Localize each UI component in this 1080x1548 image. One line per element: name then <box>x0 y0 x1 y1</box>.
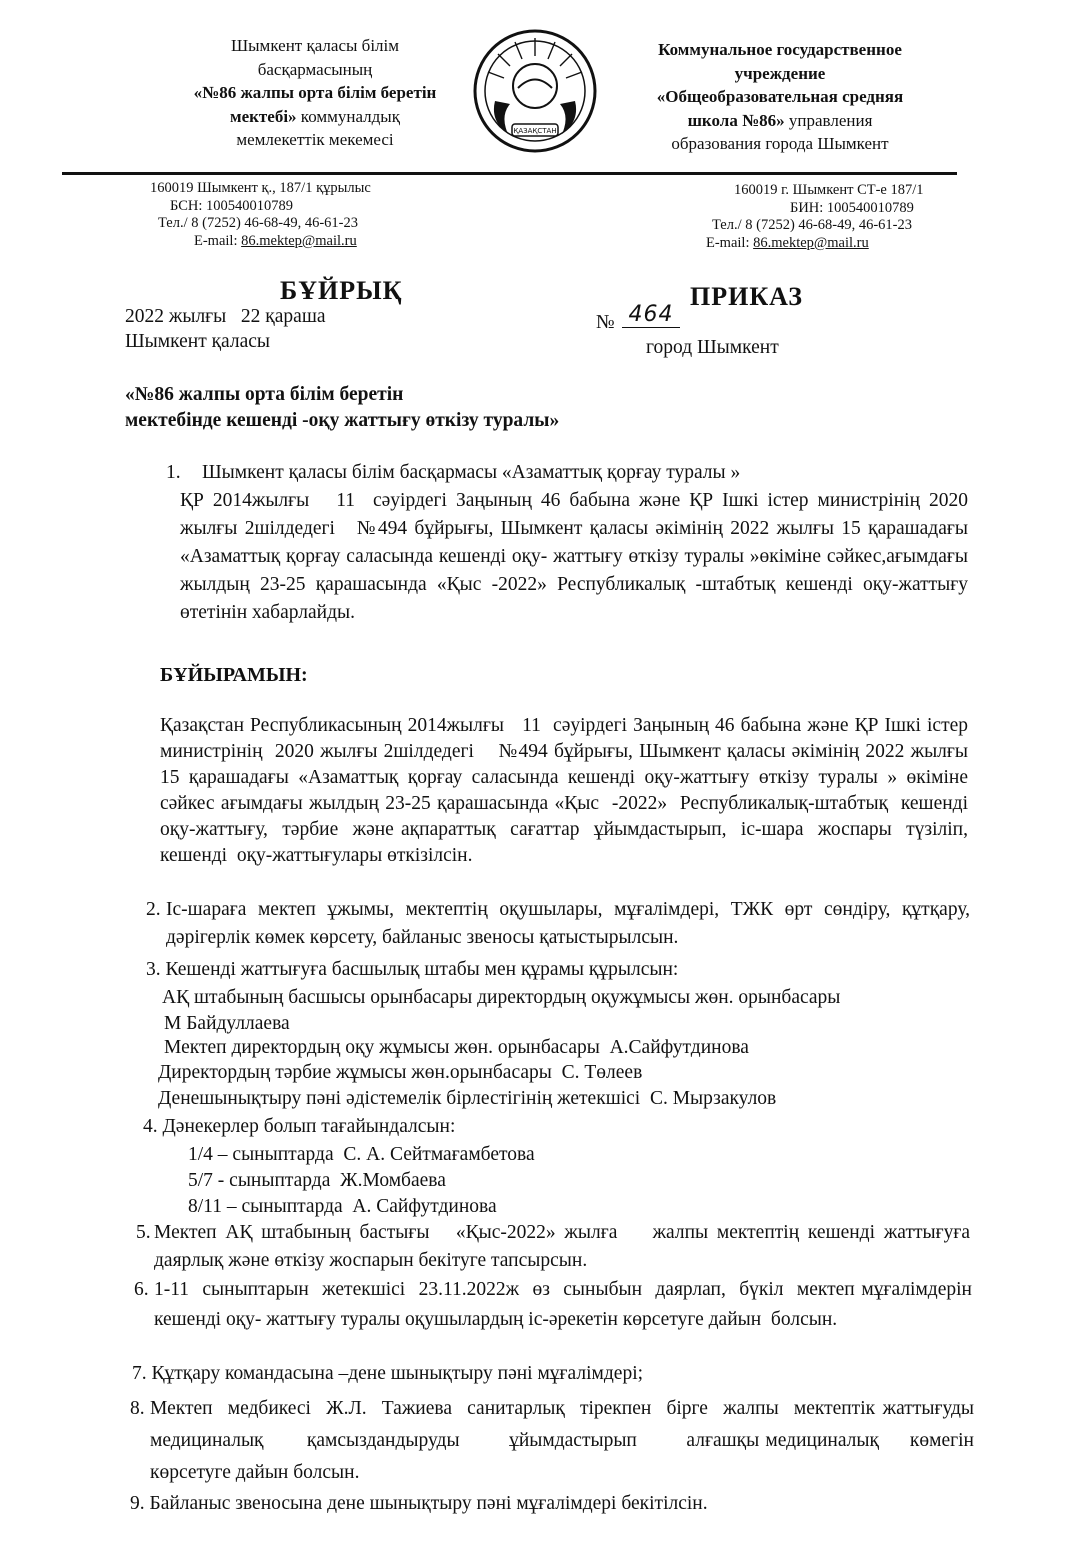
order-number: 464 <box>622 302 680 328</box>
header-right-line4 <box>620 109 940 133</box>
contacts-right-email-row <box>700 235 960 253</box>
order-city-ru: город Шымкент <box>646 337 779 358</box>
order-subject <box>125 382 559 434</box>
command-item-7 <box>132 1360 643 1388</box>
command-heading: БҰЙЫРАМЫН: <box>160 664 308 686</box>
contacts-right-address: 160019 г. Шымкент СТ-е 187/1 <box>734 182 924 198</box>
header-left-line4-rest: коммуналдық <box>296 106 400 126</box>
emblem-icon <box>470 26 600 156</box>
command-item-8-text: Мектеп медбикесі Ж.Л. Тажиева санитарлық тірекпен бірге жалпы мектептік жаттығуды медициналық қамсыздандыруды ұйымдастырып алғашқы медициналық көмегін көрсетуге дайын болсын. <box>150 1398 1013 1483</box>
command-item-5-text: Мектеп АҚ штабының бастығы «Қыс-2022» жылға жалпы мектептің кешенді жаттығуға даярлық және өткізу жоспарын бекітуге тапсырсын. <box>154 1222 975 1271</box>
header-right-line1: Коммунальное государственное <box>658 40 902 59</box>
contacts-left-email-label: E-mail: <box>194 232 242 249</box>
order-title-kz: БҰЙРЫҚ <box>280 276 403 305</box>
command-item-4-num: 4. <box>143 1116 158 1137</box>
order-number-label: № <box>596 312 615 333</box>
command-item-3-head <box>146 956 678 984</box>
command-item-9-num: 9. <box>130 1493 145 1514</box>
header-left-line3: «№86 жалпы орта білім беретін <box>193 83 437 102</box>
command-item-3-title: Кешенді жаттығуға басшылық штабы мен құрамы құрылсын: <box>165 959 679 980</box>
command-item-8-num: 8. <box>130 1398 145 1419</box>
command-item-6 <box>134 1275 982 1335</box>
order-date: 2022 жылғы 22 қараша <box>125 306 326 327</box>
contacts-left-bin: БСН: 100540010789 <box>170 197 294 214</box>
contacts-left-address: 160019 Шымкент қ., 187/1 құрылыс <box>150 180 371 196</box>
command-item-3-num: 3. <box>146 959 161 980</box>
command-p1: Қазақстан Республикасының 2014жылғы 11 сәуірдегі Заңының 46 бабына және ҚР Ішкі істер министрінің 2020 жылғы 2шілдедегі №494 бұйрығы, Шымкент қаласы әкімінің 2022 жылғы 15 қарашадағы «Азаматтық қорғау саласында кешенді оқу-жаттығу өткізу туралы » өкіміне сәйкес ағымдағы жылдың 23-25 қарашасында «Қыс -2022» Республикалық-штабтық кешенді оқу-жаттығу, тәрбие және ақпараттық сағаттар ұйымдастырып, іс-шара жоспары түзіліп, кешенді оқу-жаттығулары өткізілсін. <box>160 715 978 866</box>
command-item-4-line2: 5/7 - сыныптарда Ж.Момбаева <box>188 1170 446 1191</box>
contacts-right-email-link[interactable]: 86.mektep@mail.ru <box>753 234 869 251</box>
header-left <box>130 34 500 152</box>
header-right-line3: «Общеобразовательная средняя <box>656 87 904 106</box>
contacts-left <box>150 180 480 250</box>
header-left-line4 <box>130 105 500 129</box>
intro-body <box>180 487 973 627</box>
command-item-4-head <box>143 1113 455 1141</box>
order-subject-line2: мектебінде кешенді -оқу жаттығу өткізу туралы» <box>125 410 560 431</box>
order-city-kz: Шымкент қаласы <box>125 331 271 352</box>
command-item-5 <box>136 1219 975 1275</box>
contacts-right-tel: Тел./ 8 (7252) 46-68-49, 46-61-23 <box>712 217 912 233</box>
command-item-4-line1: 1/4 – сыныптарда С. А. Сейтмағамбетова <box>188 1144 535 1165</box>
contacts-left-email-row <box>150 233 480 251</box>
header-left-line2: басқармасының <box>257 59 373 79</box>
header-left-line5: мемлекеттік мекемесі <box>236 130 394 149</box>
header-divider <box>62 172 957 175</box>
command-item-3-line5: Денешынықтыру пәні әдістемелік бірлестігінің жетекшісі С. Мырзакулов <box>158 1088 777 1109</box>
command-p1-block <box>160 713 978 869</box>
contacts-right <box>700 182 960 252</box>
header-right <box>620 38 940 156</box>
intro-first-text: Шымкент қаласы білім басқармасы «Азаматтық қорғау туралы » <box>202 462 741 483</box>
command-item-7-text: Құтқару командасына –дене шынықтыру пәні мұғалімдері; <box>151 1363 644 1384</box>
command-item-9-text: Байланыс звеносына дене шынықтыру пәні мұғалімдері бекітілсін. <box>149 1493 708 1514</box>
intro-number: 1. <box>166 462 181 483</box>
header-right-line5: образования города Шымкент <box>671 134 889 153</box>
order-subject-line1: «№86 жалпы орта білім беретін <box>125 384 404 405</box>
header-left-line4-bold: мектебі» <box>230 106 297 126</box>
command-item-9 <box>130 1490 708 1518</box>
header-right-line2: учреждение <box>734 63 826 83</box>
command-item-3-line3: Мектеп директордың оқу жұмысы жөн. орынбасары А.Сайфутдинова <box>164 1037 749 1058</box>
command-item-3-line4: Директордың тәрбие жұмысы жөн.орынбасары С. Төлеев <box>158 1062 643 1083</box>
command-item-2-text: Іс-шараға мектеп ұжымы, мектептің оқушылары, мұғалімдері, ТЖК өрт сөндіру, құтқару, дәрігерлік көмек көрсету, байланыс звеносы қатыстырылсын. <box>166 899 970 948</box>
emblem-text: ҚАЗАҚСТАН <box>513 127 557 135</box>
contacts-right-email-label: E-mail: <box>706 234 754 251</box>
command-item-6-num: 6. <box>134 1279 149 1300</box>
command-item-2 <box>146 896 970 952</box>
command-item-3-line2: М Байдуллаева <box>164 1013 290 1034</box>
header-right-line4-rest: управления <box>784 110 873 130</box>
header-right-line4-bold: школа №86» <box>687 110 785 130</box>
order-title-ru: ПРИКАЗ <box>690 282 804 311</box>
intro-first-line <box>166 459 740 487</box>
command-item-7-num: 7. <box>132 1363 147 1384</box>
contacts-right-bin: БИН: 100540010789 <box>790 199 914 216</box>
contacts-left-tel: Тел./ 8 (7252) 46-68-49, 46-61-23 <box>158 215 358 231</box>
command-item-8 <box>130 1393 1013 1489</box>
header-left-line1: Шымкент қаласы білім <box>230 36 400 55</box>
command-item-2-num: 2. <box>146 899 161 920</box>
command-item-4-title: Дәнекерлер болып тағайындалсын: <box>162 1116 456 1137</box>
command-item-3-line1: АҚ штабының басшысы орынбасары директордың оқужұмысы жөн. орынбасары <box>162 987 841 1008</box>
intro-text: ҚР 2014жылғы 11 сәуірдегі Заңының 46 бабына және ҚР Ішкі істер министрінің 2020 жылғы 2шілдедегі №494 бұйрығы, Шымкент қаласы әкімінің 2022 жылғы 15 қарашадағы «Азаматтық қорғау саласында кешенді оқу- жаттығу өткізу туралы »өкіміне сәйкес,ағымдағы жылдың 23-25 қарашасында «Қыс -2022» Республикалық -штабтық кешенді оқу-жаттығу өтетінін хабарлайды. <box>180 490 973 623</box>
command-item-6-text: 1-11 сыныптарын жетекшісі 23.11.2022ж өз сыныбын даярлап, бүкіл мектеп мұғалімдерін кешенді оқу- жаттығу туралы оқушылардың іс-әрекетін көрсетуге дайын болсын. <box>154 1279 982 1330</box>
command-item-4-line3: 8/11 – сыныптарда А. Сайфутдинова <box>188 1196 497 1217</box>
contacts-left-email-link[interactable]: 86.mektep@mail.ru <box>241 232 357 249</box>
command-item-5-num: 5. <box>136 1222 151 1243</box>
